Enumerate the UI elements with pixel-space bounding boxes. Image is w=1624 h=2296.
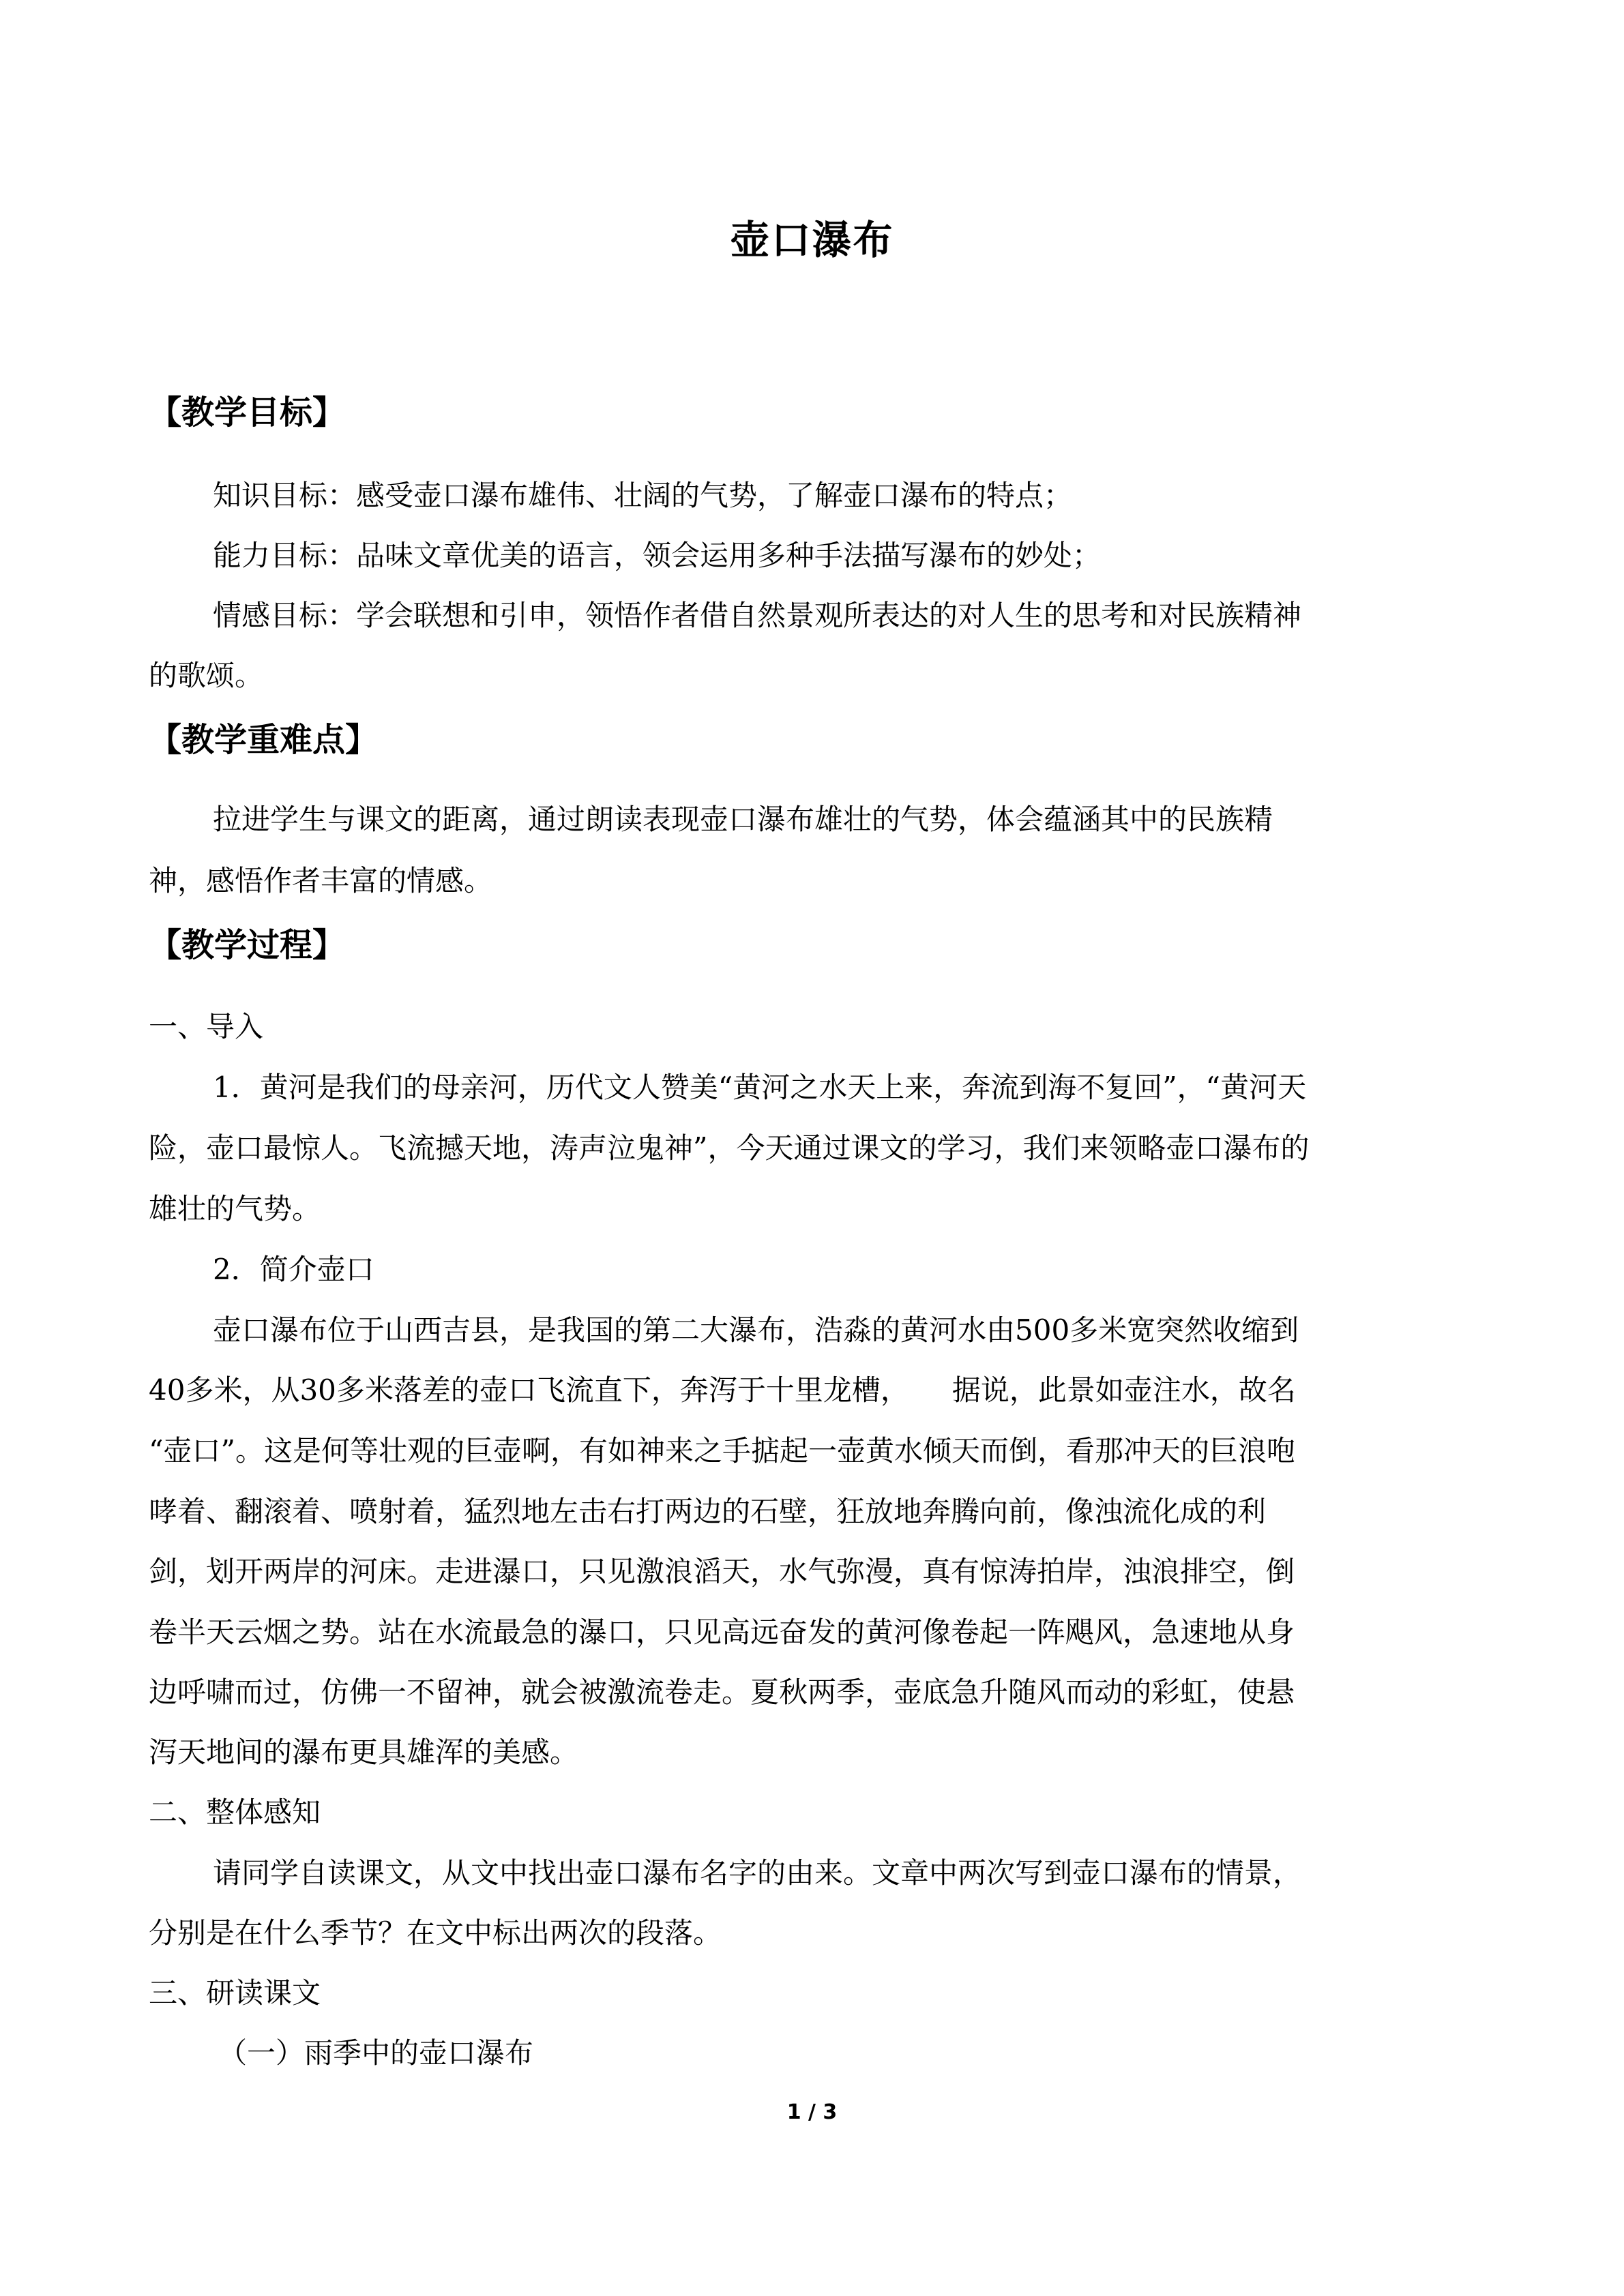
intro-item2-line-4: 哮着、翻滚着、喷射着，猛烈地左击右打两边的石壁，狂放地奔腾向前，像浊流化成的利 [149,1495,1267,1528]
intro-item1-line-2: 险，壶口最惊人。飞流撼天地，涛声泣鬼神”，今天通过课文的学习，我们来领略壶口瀑布的 [149,1131,1310,1165]
objective-ability: 能力目标：品味文章优美的语言，领会运用多种手法描写瀑布的妙处； [213,539,1102,572]
intro-item1-line-3: 雄壮的气势。 [149,1192,321,1225]
objective-emotion-cont: 的歌颂。 [149,659,264,692]
intro-item2-line-1: 壶口瀑布位于山西吉县，是我国的第二大瀑布，浩淼的黄河水由500多米宽突然收缩到 [213,1313,1299,1347]
intro-item2-line-8: 泻天地间的瀑布更具雄浑的美感。 [149,1735,579,1769]
intro-item2-line-2: 40多米，从30多米落差的壶口飞流直下，奔泻于十里龙槽， 据说，此景如壶注水，故名 [149,1373,1296,1407]
intro-item1-line-1: 1．黄河是我们的母亲河，历代文人赞美“黄河之水天上来，奔流到海不复回”，“黄河天 [213,1071,1307,1104]
intro-item2-line-5: 剑，划开两岸的河床。走进瀑口，只见激浪滔天，水气弥漫，真有惊涛拍岸，浊浪排空，倒 [149,1555,1295,1588]
intro-item2-line-6: 卷半天云烟之势。站在水流最急的瀑口，只见高远奋发的黄河像卷起一阵飓风，急速地从身 [149,1615,1295,1649]
study-sub1: （一）雨季中的壶口瀑布 [218,2036,534,2070]
section-intro-label: 一、导入 [149,1010,264,1043]
document-title: 壶口瀑布 [730,217,894,263]
intro-item2-line-3: “壶口”。这是何等壮观的巨壶啊，有如神来之手掂起一壶黄水倾天而倒，看那冲天的巨浪咆 [149,1434,1295,1467]
heading-objectives: 【教学目标】 [149,393,346,432]
key-points-line-1: 拉进学生与课文的距离，通过朗读表现壶口瀑布雄壮的气势，体会蕴涵其中的民族精 [213,803,1273,836]
intro-item2-label: 2．简介壶口 [213,1253,374,1286]
overall-line-1: 请同学自读课文，从文中找出壶口瀑布名字的由来。文章中两次写到壶口瀑布的情景， [213,1856,1302,1890]
heading-key-points: 【教学重难点】 [149,721,379,759]
objective-knowledge: 知识目标：感受壶口瀑布雄伟、壮阔的气势，了解壶口瀑布的特点； [213,479,1073,512]
objective-emotion: 情感目标：学会联想和引申，领悟作者借自然景观所表达的对人生的思考和对民族精神 [213,599,1302,632]
section-overall-label: 二、整体感知 [149,1795,321,1829]
section-study-label: 三、研读课文 [149,1976,321,2010]
overall-line-2: 分别是在什么季节？在文中标出两次的段落。 [149,1916,722,1950]
page-number: 1 / 3 [786,2100,838,2124]
key-points-line-2: 神，感悟作者丰富的情感。 [149,864,493,897]
heading-process: 【教学过程】 [149,926,346,964]
intro-item2-line-7: 边呼啸而过，仿佛一不留神，就会被激流卷走。夏秋两季，壶底急升随风而动的彩虹，使悬 [149,1675,1295,1709]
